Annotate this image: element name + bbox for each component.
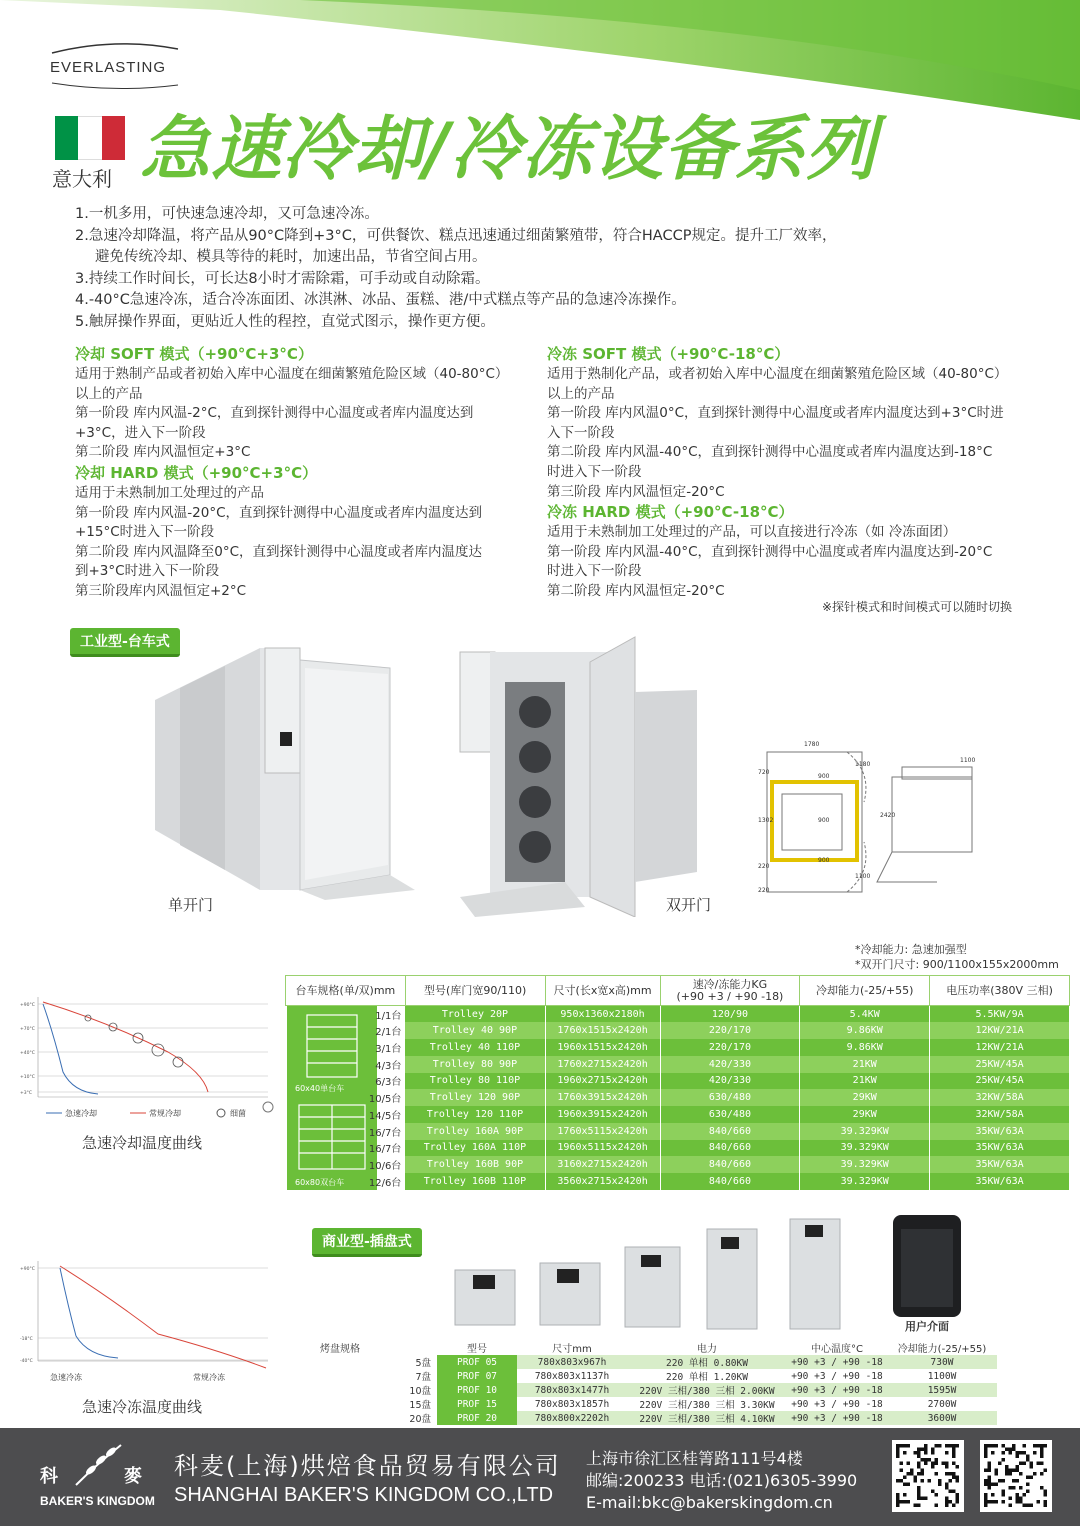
qr-code-icon xyxy=(980,1440,1052,1512)
table-cell: 6/3台 xyxy=(375,1077,402,1089)
feature-item: 4.-40°C急速冷冻，适合冷冻面团、冰淇淋、冰品、蛋糕、港/中式糕点等产品的急速冷冻操作。 xyxy=(75,292,686,308)
table-cell: Trolley 40 90P xyxy=(405,1022,545,1039)
table-cell: 120/90 xyxy=(660,1006,800,1023)
legend-item: 常规冷却 xyxy=(149,1109,181,1118)
feature-list xyxy=(75,204,1035,333)
commercial-section-label: 商业型-插盘式 xyxy=(312,1228,422,1257)
brand-swoosh-icon xyxy=(50,41,180,55)
mode-line: 时进入下一阶段 xyxy=(547,463,642,480)
column-header: 尺寸mm xyxy=(552,1344,592,1355)
table-cell: PROF 15 xyxy=(437,1397,517,1411)
table-cell: 35KW/63A xyxy=(930,1123,1070,1140)
freezing-curve-title: 急速冷冻温度曲线 xyxy=(82,1398,203,1416)
drawing-dim: 220 xyxy=(758,863,770,870)
table-cell: 1760x5115x2420h xyxy=(545,1123,660,1140)
table-cell: +90 +3 / +90 -18 xyxy=(787,1411,887,1425)
table-cell: 25KW/45A xyxy=(930,1073,1070,1090)
table-cell: 840/660 xyxy=(660,1123,800,1140)
mode-line: 第三阶段 库内风温恒定-20°C xyxy=(547,483,725,500)
table-cell: PROF 07 xyxy=(437,1369,517,1383)
table-cell: 5.4KW xyxy=(800,1006,930,1023)
mode-heading: 冷冻 HARD 模式（+90°C-18°C） xyxy=(547,503,794,522)
table-cell: 29KW xyxy=(800,1089,930,1106)
column-header: 电压功率(380V 三相) xyxy=(930,976,1070,1006)
commercial-spec-table xyxy=(312,1340,997,1425)
table-cell: PROF 05 xyxy=(437,1355,517,1369)
y-tick: +3°C xyxy=(20,1091,33,1096)
column-header xyxy=(312,1340,437,1355)
double-door-unit-image xyxy=(455,632,705,917)
column-header: 尺寸(长x宽x高)mm xyxy=(545,976,660,1006)
mode-line: 适用于未熟制加工处理过的产品 xyxy=(75,484,264,501)
table-cell: 15盘 xyxy=(312,1397,437,1411)
table-cell: 3560x2715x2420h xyxy=(545,1173,660,1190)
mode-line: 第二阶段 库内风温恒定-20°C xyxy=(547,582,725,599)
table-cell: +90 +3 / +90 -18 xyxy=(787,1383,887,1397)
column-header: 中心温度°C xyxy=(811,1344,863,1355)
mode-line: 以上的产品 xyxy=(547,385,615,402)
probe-note: ※探针模式和时间模式可以随时切换 xyxy=(822,600,1013,614)
mode-line: 适用于熟制产品或者初始入库中心温度在细菌繁殖危险区域（40-80°C） xyxy=(75,366,509,382)
table-cell: 220V 三相/380 三相 3.30KW xyxy=(627,1397,787,1411)
cooling-curve-title: 急速冷却温度曲线 xyxy=(82,1134,203,1152)
single-door-unit-image xyxy=(150,640,420,900)
column-header: 型号 xyxy=(467,1344,487,1355)
mode-heading: 冷却 HARD 模式（+90°C+3°C） xyxy=(75,463,318,482)
table-cell: 1760x3915x2420h xyxy=(545,1089,660,1106)
mode-line: 以上的产品 xyxy=(75,385,143,402)
table-cell: 20盘 xyxy=(312,1411,437,1425)
cooling-curve-chart xyxy=(18,992,278,1122)
table-cell: 1595W xyxy=(887,1383,997,1397)
table-cell: 39.329KW xyxy=(800,1140,930,1157)
table-cell: 220/170 xyxy=(660,1022,800,1039)
table-cell: +90 +3 / +90 -18 xyxy=(787,1355,887,1369)
table-cell: 630/480 xyxy=(660,1089,800,1106)
table-cell: 32KW/58A xyxy=(930,1089,1070,1106)
drawing-dim: 720 xyxy=(758,769,770,776)
table-row xyxy=(286,1140,1070,1157)
cooling-modes xyxy=(75,344,525,602)
table-row xyxy=(286,1123,1070,1140)
y-tick: +90°C xyxy=(20,1003,35,1008)
double-door-caption: 双开门 xyxy=(666,896,712,914)
page-title: 急速冷却/冷冻设备系列 xyxy=(140,108,877,190)
drawing-dim: 1100 xyxy=(855,873,871,880)
table-cell: 4/3台 xyxy=(375,1060,402,1072)
brand-underline-icon xyxy=(50,81,180,91)
table-cell: 1960x1515x2420h xyxy=(545,1039,660,1056)
table-cell: 12/6台 xyxy=(368,1177,402,1189)
table-cell: 21KW xyxy=(800,1073,930,1090)
table-cell: PROF 20 xyxy=(437,1411,517,1425)
table-cell: 420/330 xyxy=(660,1056,800,1073)
mode-line: 适用于熟制化产品，或者初始入库中心温度在细菌繁殖危险区域（40-80°C） xyxy=(547,366,1008,382)
tray-size-label: 烤盘规格 xyxy=(320,1344,360,1355)
mode-line: 第一阶段 库内风温0°C，直到探针测得中心温度或者库内温度达到+3°C时进 xyxy=(547,405,1004,422)
table-cell: 12KW/21A xyxy=(930,1022,1070,1039)
y-tick: +70°C xyxy=(20,1027,35,1032)
table-cell: 7盘 xyxy=(312,1369,437,1383)
table-cell: 25KW/45A xyxy=(930,1056,1070,1073)
mode-heading: 冷冻 SOFT 模式（+90°C-18°C） xyxy=(547,345,790,363)
table-cell: 2/1台 xyxy=(375,1027,402,1039)
feature-item: 5.触屏操作界面，更贴近人性的程控，直觉式图示，操作更方便。 xyxy=(75,313,495,330)
table-row xyxy=(286,1056,1070,1073)
drawing-dim: 220 xyxy=(758,887,770,894)
table-row xyxy=(286,1073,1070,1090)
drawing-dim: 900 xyxy=(818,857,830,864)
mode-line: 入下一阶段 xyxy=(547,424,615,441)
logo-english: BAKER'S KINGDOM xyxy=(40,1494,155,1508)
table-cell: 5盘 xyxy=(312,1355,437,1369)
drawing-dim: 1180 xyxy=(855,761,871,768)
table-row xyxy=(312,1397,997,1411)
table-cell: 730W xyxy=(887,1355,997,1369)
table-cell: 420/330 xyxy=(660,1073,800,1090)
table-cell: 39.329KW xyxy=(800,1173,930,1190)
table-cell: 10/6台 xyxy=(368,1161,402,1173)
drawing-dim: 2420 xyxy=(880,812,896,819)
table-cell: 35KW/63A xyxy=(930,1173,1070,1190)
drawing-dim: 900 xyxy=(818,817,830,824)
table-cell: 220V 三相/380 三相 2.00KW xyxy=(627,1383,787,1397)
table-cell: 9.86KW xyxy=(800,1039,930,1056)
legend-item: 常规冷冻 xyxy=(193,1373,225,1382)
table-cell: 1960x2715x2420h xyxy=(545,1073,660,1090)
table-cell: 35KW/63A xyxy=(930,1156,1070,1173)
industrial-section-label: 工业型-台车式 xyxy=(70,628,180,657)
table-cell: 1100W xyxy=(887,1369,997,1383)
table-row xyxy=(286,1156,1070,1173)
table-row xyxy=(312,1383,997,1397)
drawing-dim: 1100 xyxy=(960,757,976,764)
table-cell: 14/5台 xyxy=(368,1110,402,1122)
mode-line: 第二阶段 库内风温降至0°C，直到探针测得中心温度或者库内温度达 xyxy=(75,543,483,560)
table-cell: 840/660 xyxy=(660,1140,800,1157)
table-cell: 220 单相 1.20KW xyxy=(627,1369,787,1383)
table-row xyxy=(312,1355,997,1369)
table-cell: PROF 10 xyxy=(437,1383,517,1397)
qr-code-icon xyxy=(892,1440,964,1512)
trolley-label: 60x80双台车 xyxy=(295,1178,345,1187)
table-header-row xyxy=(312,1340,997,1355)
contact-info xyxy=(586,1448,857,1514)
table-row xyxy=(312,1411,997,1425)
table-cell: Trolley 160B 90P xyxy=(405,1156,545,1173)
company-name-cn: 科麦(上海)烘焙食品贸易有限公司 xyxy=(174,1452,561,1480)
table-cell: 5.5KW/9A xyxy=(930,1006,1070,1023)
column-header: 冷却能力(-25/+55) xyxy=(897,1344,987,1355)
table-row xyxy=(286,1006,1070,1023)
company-name-en: SHANGHAI BAKER'S KINGDOM CO.,LTD xyxy=(174,1484,554,1506)
legend-item: 急速冷却 xyxy=(65,1109,97,1118)
column-header: 台车规格(单/双)mm xyxy=(286,976,406,1006)
drawing-dim: 1302 xyxy=(758,817,774,824)
y-tick: +90°C xyxy=(20,1267,35,1272)
dimension-notes xyxy=(855,942,1059,972)
table-cell: Trolley 40 110P xyxy=(405,1039,545,1056)
table-cell: 220V 三相/380 三相 4.10KW xyxy=(627,1411,787,1425)
industrial-spec-table xyxy=(285,975,1070,1190)
column-header: 电力 xyxy=(697,1344,717,1355)
logo-char: 科 xyxy=(40,1466,58,1487)
feature-item: 1.一机多用，可快速急速冷却，又可急速冷冻。 xyxy=(75,206,379,222)
table-cell: Trolley 160A 110P xyxy=(405,1140,545,1157)
mode-line: 第一阶段 库内风温-2°C，直到探针测得中心温度或者库内温度达到 xyxy=(75,405,474,422)
y-tick: -18°C xyxy=(20,1337,33,1342)
logo-char: 麥 xyxy=(124,1466,142,1487)
y-tick: +10°C xyxy=(20,1075,35,1080)
column-header: 冷却能力(-25/+55) xyxy=(800,976,930,1006)
trolley-label: 60x40单台车 xyxy=(295,1084,345,1093)
table-cell: 1960x3915x2420h xyxy=(545,1106,660,1123)
table-cell: 10盘 xyxy=(312,1383,437,1397)
table-row xyxy=(286,1039,1070,1056)
table-cell: Trolley 80 90P xyxy=(405,1056,545,1073)
table-cell: 780x803x1477h xyxy=(517,1383,627,1397)
feature-item: 2.急速冷却降温，将产品从90°C降到+3°C，可供餐饮、糕点迅速通过细菌繁殖带，符合HACCP规定。提升工厂效率， xyxy=(75,227,837,244)
address: 上海市徐汇区桂箐路111号4楼 xyxy=(586,1449,803,1468)
table-cell: Trolley 160B 110P xyxy=(405,1173,545,1190)
table-row xyxy=(286,1022,1070,1039)
table-cell: Trolley 20P xyxy=(405,1006,545,1023)
feature-item: 3.持续工作时间长，可长达8小时才需除霜，可手动或自动除霜。 xyxy=(75,270,490,287)
italy-flag-icon xyxy=(55,116,125,160)
table-cell: 39.329KW xyxy=(800,1123,930,1140)
table-cell: Trolley 120 90P xyxy=(405,1089,545,1106)
user-interface-label: 用户介面 xyxy=(905,1320,949,1333)
mode-line: 第一阶段 库内风温-20°C，直到探针测得中心温度或者库内温度达到 xyxy=(75,504,483,521)
table-cell: 3600W xyxy=(887,1411,997,1425)
legend-item: 细菌 xyxy=(230,1109,246,1118)
table-cell: 16/7台 xyxy=(368,1127,402,1139)
table-cell: +90 +3 / +90 -18 xyxy=(787,1397,887,1411)
table-cell: 32KW/58A xyxy=(930,1106,1070,1123)
table-cell: 780x800x2202h xyxy=(517,1411,627,1425)
single-door-caption: 单开门 xyxy=(168,896,214,914)
mode-line: +3°C，进入下一阶段 xyxy=(75,424,206,441)
table-header-row xyxy=(286,976,1070,1006)
table-cell: 3/1台 xyxy=(375,1043,402,1055)
brand-name: EVERLASTING xyxy=(50,59,167,76)
dimension-note: *双开门尺寸: 900/1100x155x2000mm xyxy=(855,958,1059,971)
mode-line: +15°C时进入下一阶段 xyxy=(75,524,215,541)
table-cell: 630/480 xyxy=(660,1106,800,1123)
mode-line: 到+3°C时进入下一阶段 xyxy=(75,563,220,580)
mode-heading: 冷却 SOFT 模式（+90°C+3°C） xyxy=(75,345,313,363)
table-cell: 1760x1515x2420h xyxy=(545,1022,660,1039)
wheat-logo-icon xyxy=(66,1440,126,1490)
table-cell: 780x803x1857h xyxy=(517,1397,627,1411)
table-cell: 1/1台 xyxy=(375,1010,402,1022)
table-row xyxy=(286,1089,1070,1106)
y-tick: +40°C xyxy=(20,1051,35,1056)
table-cell: 220 单相 0.80KW xyxy=(627,1355,787,1369)
mode-line: 适用于未熟制加工处理过的产品，可以直接进行冷冻（如 冷冻面团） xyxy=(547,524,957,541)
table-cell: 2700W xyxy=(887,1397,997,1411)
dimension-drawing xyxy=(752,722,992,902)
table-row xyxy=(286,1173,1070,1190)
freezing-curve-chart xyxy=(18,1256,278,1386)
feature-item: 避免传统冷却、模具等待的耗时，加速出品，节省空间占用。 xyxy=(95,249,487,265)
table-cell: +90 +3 / +90 -18 xyxy=(787,1369,887,1383)
table-cell: Trolley 120 110P xyxy=(405,1106,545,1123)
table-cell: 35KW/63A xyxy=(930,1140,1070,1157)
clock-icon xyxy=(263,1102,273,1112)
legend-item: 急速冷冻 xyxy=(50,1373,82,1382)
table-cell: 10/5台 xyxy=(368,1094,402,1106)
table-cell: 840/660 xyxy=(660,1173,800,1190)
mode-line: 第二阶段 库内风温-40°C，直到探针测得中心温度或者库内温度达到-18°C xyxy=(547,444,993,461)
origin-label: 意大利 xyxy=(52,167,112,191)
table-cell: 21KW xyxy=(800,1056,930,1073)
brand-logo xyxy=(50,40,180,95)
column-header: 型号(库门宽90/110) xyxy=(405,976,545,1006)
table-cell: 9.86KW xyxy=(800,1022,930,1039)
table-cell: 840/660 xyxy=(660,1156,800,1173)
table-cell: 16/7台 xyxy=(368,1144,402,1156)
column-header: 速冷/冻能力KG (+90 +3 / +90 -18) xyxy=(660,976,800,1006)
postcode-phone: 邮编:200233 电话:(021)6305-3990 xyxy=(586,1471,858,1490)
mode-line: 第二阶段 库内风温恒定+3°C xyxy=(75,444,251,461)
table-cell: Trolley 160A 90P xyxy=(405,1123,545,1140)
mode-line: 第三阶段库内风温恒定+2°C xyxy=(75,582,247,599)
table-cell: 39.329KW xyxy=(800,1156,930,1173)
y-tick: -40°C xyxy=(20,1359,33,1364)
table-cell: 780x803x967h xyxy=(517,1355,627,1369)
table-cell: 220/170 xyxy=(660,1039,800,1056)
mode-line: 时进入下一阶段 xyxy=(547,563,642,580)
freezing-modes xyxy=(547,344,1037,602)
commercial-units-image xyxy=(445,1215,975,1335)
table-cell: 12KW/21A xyxy=(930,1039,1070,1056)
email-link[interactable]: E-mail:bkc@bakerskingdom.cn xyxy=(586,1493,833,1512)
table-row xyxy=(312,1369,997,1383)
table-cell: 3160x2715x2420h xyxy=(545,1156,660,1173)
table-row xyxy=(286,1106,1070,1123)
table-cell: 780x803x1137h xyxy=(517,1369,627,1383)
dimension-note: *冷却能力: 急速加强型 xyxy=(855,943,967,956)
table-cell: 29KW xyxy=(800,1106,930,1123)
drawing-dim: 900 xyxy=(818,773,830,780)
table-cell: 1760x2715x2420h xyxy=(545,1056,660,1073)
drawing-dim: 1780 xyxy=(804,741,820,748)
table-cell: Trolley 80 110P xyxy=(405,1073,545,1090)
mode-line: 第一阶段 库内风温-40°C，直到探针测得中心温度或者库内温度达到-20°C xyxy=(547,543,993,560)
table-cell: 1960x5115x2420h xyxy=(545,1140,660,1157)
table-cell: 950x1360x2180h xyxy=(545,1006,660,1023)
